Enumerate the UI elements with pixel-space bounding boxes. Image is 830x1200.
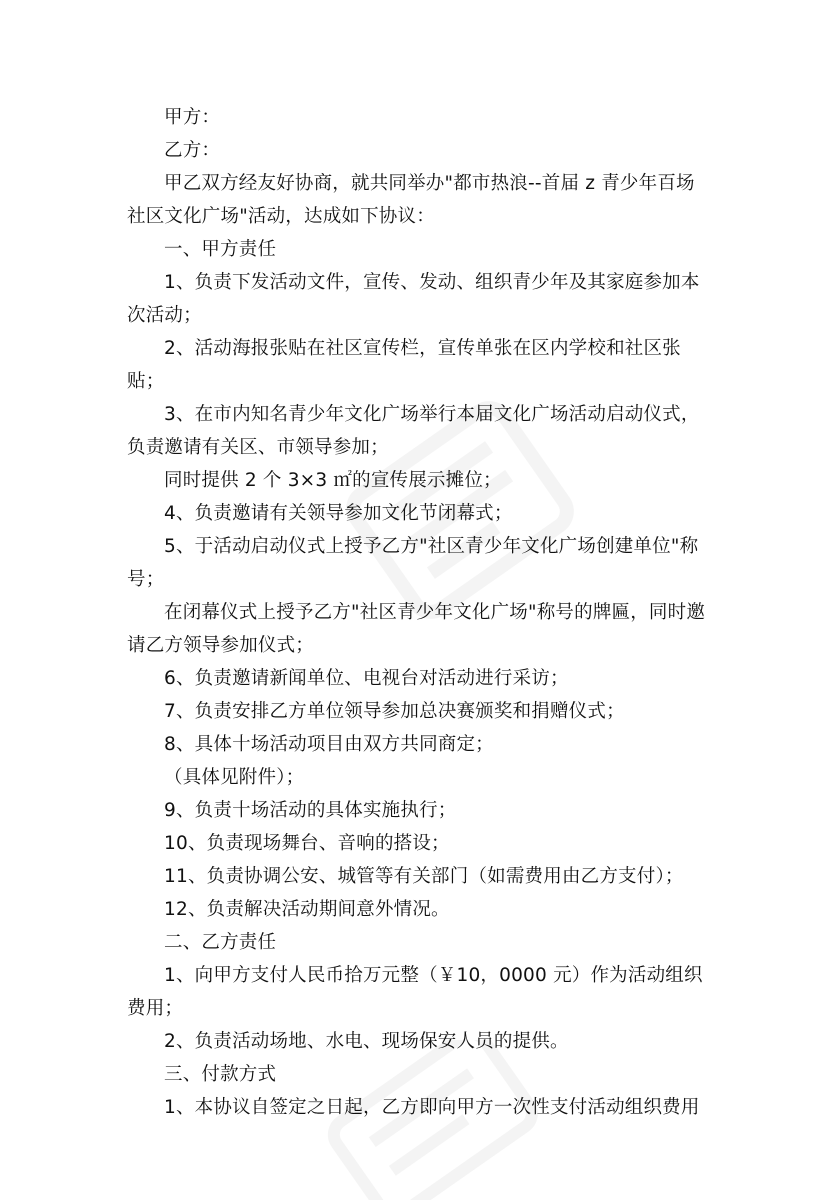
agreement-body (127, 101, 712, 1124)
clause-item: 10、负责现场舞台、音响的搭设； (164, 833, 450, 854)
clause-item: 4、负责邀请有关领导参加文化节闭幕式； (164, 503, 513, 524)
clause-item: 同时提供 2 个 3×3 ㎡的宣传展示摊位； (164, 470, 502, 491)
clause-item: 11、负责协调公安、城管等有关部门（如需费用由乙方支付）； (164, 866, 684, 887)
clause-item: 5、于活动启动仪式上授予乙方"社区青少年文化广场创建单位"称号； (127, 536, 699, 590)
clause-item: 3、在市内知名青少年文化广场举行本届文化广场活动启动仪式，负责邀请有关区、市领导参加； (127, 404, 700, 458)
clause-item: 1、本协议自签定之日起，乙方即向甲方一次性支付活动组织费用 (164, 1097, 700, 1118)
section-heading: 三、付款方式 (164, 1064, 277, 1085)
intro-paragraph: 甲乙双方经友好协商，就共同举办"都市热浪--首届 z 青少年百场社区文化广场"活动，达成如下协议： (127, 173, 695, 227)
clause-item: 9、负责十场活动的具体实施执行； (164, 800, 457, 821)
clause-item: （具体见附件）； (164, 767, 305, 788)
clause-item: 1、负责下发活动文件，宣传、发动、组织青少年及其家庭参加本次活动； (127, 272, 700, 326)
clause-item: 2、活动海报张贴在社区宣传栏，宣传单张在区内学校和社区张贴； (127, 338, 681, 392)
section-heading: 二、乙方责任 (164, 932, 277, 953)
party-a-label: 甲方： (164, 107, 221, 128)
clause-item: 1、向甲方支付人民币拾万元整（￥10，0000 元）作为活动组织费用； (127, 965, 703, 1019)
clause-item: 7、负责安排乙方单位领导参加总决赛颁奖和捐赠仪式； (164, 701, 625, 722)
clause-item: 8、具体十场活动项目由双方共同商定； (164, 734, 494, 755)
clause-item: 6、负责邀请新闻单位、电视台对活动进行采访； (164, 668, 569, 689)
section-heading: 一、甲方责任 (164, 239, 277, 260)
clause-item: 在闭幕仪式上授予乙方"社区青少年文化广场"称号的牌匾，同时邀请乙方领导参加仪式； (127, 602, 706, 656)
clause-item: 2、负责活动场地、水电、现场保安人员的提供。 (164, 1031, 569, 1052)
party-b-label: 乙方： (164, 140, 221, 161)
clause-item: 12、负责解决活动期间意外情况。 (164, 899, 450, 920)
